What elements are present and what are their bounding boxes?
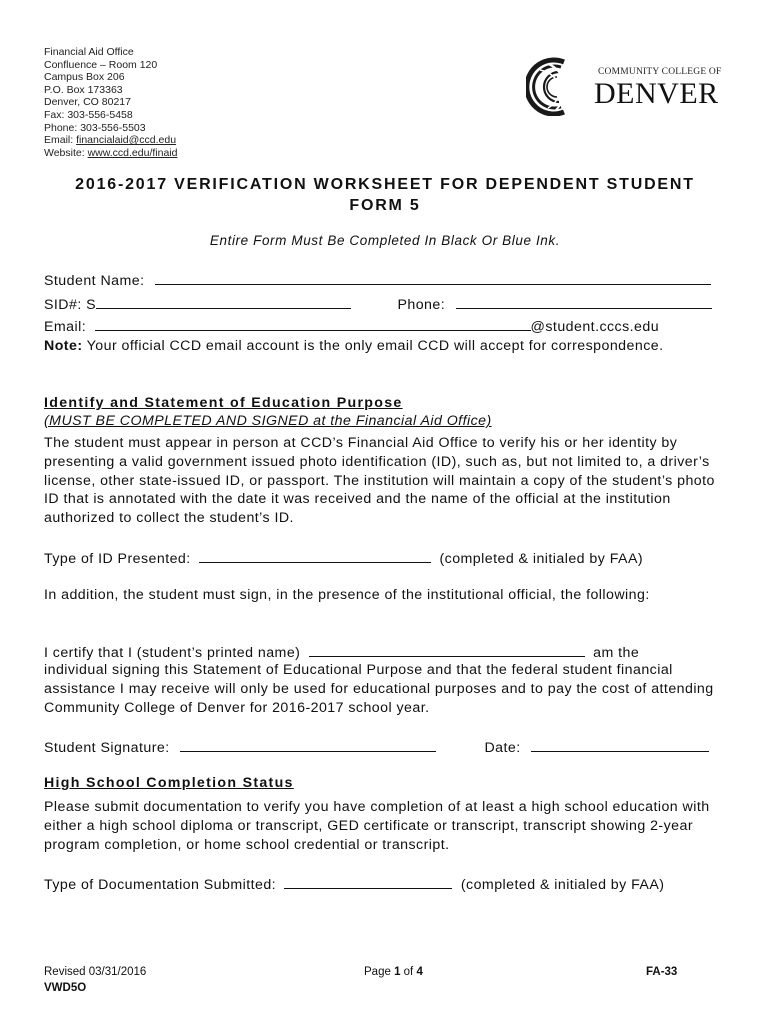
certify-suffix: am the <box>593 645 640 661</box>
phone-field[interactable] <box>456 294 712 309</box>
ccd-logo <box>526 56 726 116</box>
office-line: Financial Aid Office <box>44 46 134 58</box>
certify-prefix: I certify that I (student’s printed name) <box>44 645 301 661</box>
signature-row <box>44 737 734 758</box>
identity-section-heading: Identify and Statement of Education Purpose <box>44 395 403 411</box>
student-email-label: Email: <box>44 319 87 335</box>
identity-paragraph: The student must appear in person at CCD’s Financial Aid Office to verify his or her identity by presenting a valid government issued photo identification (ID), such as, but not limited to, a driver’s license, other state-issued ID, or passport. The institution will maintain a copy of the student’s photo ID that is annotated with the date it was received and the name of the official at the institution authorized to collect the student’s ID. <box>44 435 715 527</box>
student-email-field[interactable] <box>95 316 531 331</box>
office-line: P.O. Box 173363 <box>44 83 123 96</box>
office-line: Confluence – Room 120 <box>44 58 158 71</box>
sid-label: SID#: S <box>44 297 97 313</box>
student-name-row <box>44 270 734 291</box>
signature-label: Student Signature: <box>44 740 170 756</box>
office-line: Denver, CO 80217 <box>44 96 131 109</box>
doc-type-label: Type of Documentation Submitted: <box>44 877 277 893</box>
footer-form-id: FA-33 <box>646 966 678 978</box>
id-type-label: Type of ID Presented: <box>44 551 191 567</box>
phone-label: Phone: <box>397 297 446 313</box>
form-title-line1: 2016-2017 VERIFICATION WORKSHEET FOR DEPENDENT STUDENT <box>75 176 695 193</box>
office-address-block <box>44 46 177 159</box>
note-text: Note: Your official CCD email account is the only email CCD will accept for correspondence. <box>44 338 664 354</box>
sid-field[interactable] <box>96 294 351 309</box>
printed-name-field[interactable] <box>309 642 585 657</box>
email-line: Email: financialaid@ccd.edu <box>44 134 177 147</box>
doc-type-field[interactable] <box>284 874 452 889</box>
note-label: Note: <box>44 338 83 354</box>
certify-first-line <box>44 642 734 663</box>
office-line: Phone: 303-556-5503 <box>44 121 146 134</box>
office-line: Fax: 303-556-5458 <box>44 108 133 121</box>
sid-phone-row <box>44 294 734 315</box>
logo-main-text: DENVER <box>594 77 719 110</box>
student-name-label: Student Name: <box>44 273 145 289</box>
logo-top-text: COMMUNITY COLLEGE OF <box>598 67 722 77</box>
footer-code: VWD5O <box>44 982 87 994</box>
id-type-field[interactable] <box>199 548 431 563</box>
hs-section-heading: High School Completion Status <box>44 775 294 791</box>
id-type-note: (completed & initialed by FAA) <box>439 551 644 567</box>
id-type-row <box>44 548 734 569</box>
form-title-line2: FORM 5 <box>349 197 421 214</box>
form-subtitle: Entire Form Must Be Completed In Black Or Blue Ink. <box>209 233 561 248</box>
date-label: Date: <box>484 740 521 756</box>
doc-type-note: (completed & initialed by FAA) <box>460 877 665 893</box>
email-link[interactable]: financialaid@ccd.edu <box>76 134 177 147</box>
identity-section-subheading: (MUST BE COMPLETED AND SIGNED at the Financial Aid Office) <box>44 413 492 429</box>
email-row <box>44 316 734 337</box>
email-domain-suffix: @student.cccs.edu <box>530 319 660 335</box>
footer-revised: Revised 03/31/2016 <box>44 966 147 978</box>
hs-paragraph: Please submit documentation to verify you have completion of at least a high school education with either a high school diploma or transcript, GED certificate or transcript, transcript showing 2-year program completion, or home school credential or transcript. <box>44 799 710 853</box>
student-name-field[interactable] <box>155 270 711 285</box>
website-line: Website: www.ccd.edu/finaid <box>44 146 178 159</box>
sign-intro-text: In addition, the student must sign, in the presence of the institutional official, the following: <box>44 587 650 603</box>
date-field[interactable] <box>531 737 709 752</box>
website-link[interactable]: www.ccd.edu/finaid <box>87 146 178 159</box>
signature-field[interactable] <box>180 737 436 752</box>
certify-statement: individual signing this Statement of Educational Purpose and that the federal student financial assistance I may receive will only be used for educational purposes and to pay the cost of attending Community College of Denver for 2016-2017 school year. <box>44 662 714 716</box>
office-line: Campus Box 206 <box>44 71 125 84</box>
doc-type-row <box>44 874 734 895</box>
footer-page-number: Page 1 of 4 <box>364 966 423 978</box>
